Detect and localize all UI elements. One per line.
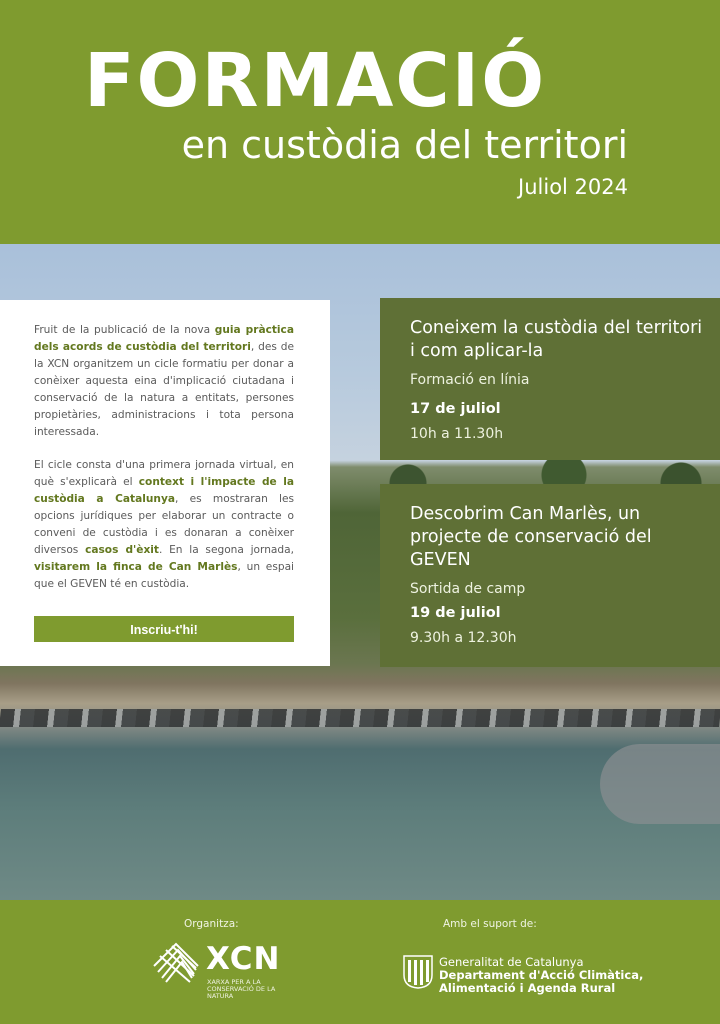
support-line-3: Alimentació i Agenda Rural	[439, 981, 616, 995]
event-card-field-trip	[380, 484, 720, 667]
support-label: Amb el suport de:	[443, 918, 537, 930]
event-time: 9.30h a 12.30h	[410, 630, 517, 646]
body-text: , es mostraran les opcions jurídiques per elaborar un contracte o conveni de custòdia i es donaran a conèixer diversos	[34, 493, 295, 556]
intro-paragraph-1	[34, 322, 294, 441]
organizer-label: Organitza:	[184, 918, 239, 930]
photo-pond-liner-right	[600, 744, 720, 824]
body-text: . En la segona jornada,	[159, 544, 295, 556]
organizer-name: XCN	[206, 941, 281, 977]
body-text: El cicle consta d'una primera jornada virtual, en què s'explicarà el	[34, 459, 294, 488]
highlight-text: guia pràctica dels acords de custòdia del territori	[34, 324, 294, 353]
event-title: Descobrim Can Marlès, un projecte de conservació del GEVEN	[410, 504, 652, 570]
highlight-text: casos d'èxit	[85, 544, 159, 556]
support-line-2: Departament d'Acció Climàtica,	[439, 968, 644, 982]
intro-paragraph-2	[34, 457, 294, 593]
footer	[0, 900, 720, 1024]
body-text: , un espai que el GEVEN té en custòdia.	[34, 561, 294, 590]
page-subtitle: en custòdia del territori	[181, 123, 628, 167]
support-line-1: Generalitat de Catalunya	[439, 955, 584, 969]
event-type: Sortida de camp	[410, 581, 526, 597]
generalitat-seal-icon	[403, 955, 433, 989]
event-type: Formació en línia	[410, 372, 530, 388]
event-date: 19 de juliol	[410, 605, 501, 621]
event-card-online	[380, 298, 720, 460]
event-title: Coneixem la custòdia del territori i com aplicar-la	[410, 318, 703, 361]
event-time: 10h a 11.30h	[410, 426, 504, 442]
organizer-fullname: XARXA PER A LA CONSERVACIÓ DE LA NATURA	[207, 978, 276, 1000]
body-text: Fruit de la publicació de la nova	[34, 324, 215, 336]
header-date: Juliol 2024	[518, 175, 628, 199]
event-date: 17 de juliol	[410, 401, 501, 417]
page-title: FORMACIÓ	[84, 38, 547, 124]
header-banner	[0, 0, 720, 244]
register-button[interactable]: Inscriu-t'hi!	[34, 616, 294, 642]
highlight-text: context i l'impacte de la custòdia a Catalunya	[34, 476, 294, 505]
xcn-logo-icon	[150, 936, 202, 988]
highlight-text: visitarem la finca de Can Marlès	[34, 561, 238, 573]
body-text: , des de la XCN organitzem un cicle formatiu per donar a conèixer aquesta eina d'implicació ciutadana i conservació de la natura a entitats, persones propietàries, administracions i tota persona interessada.	[34, 341, 294, 438]
intro-box	[0, 300, 330, 666]
photo-pond-liner	[0, 709, 720, 727]
